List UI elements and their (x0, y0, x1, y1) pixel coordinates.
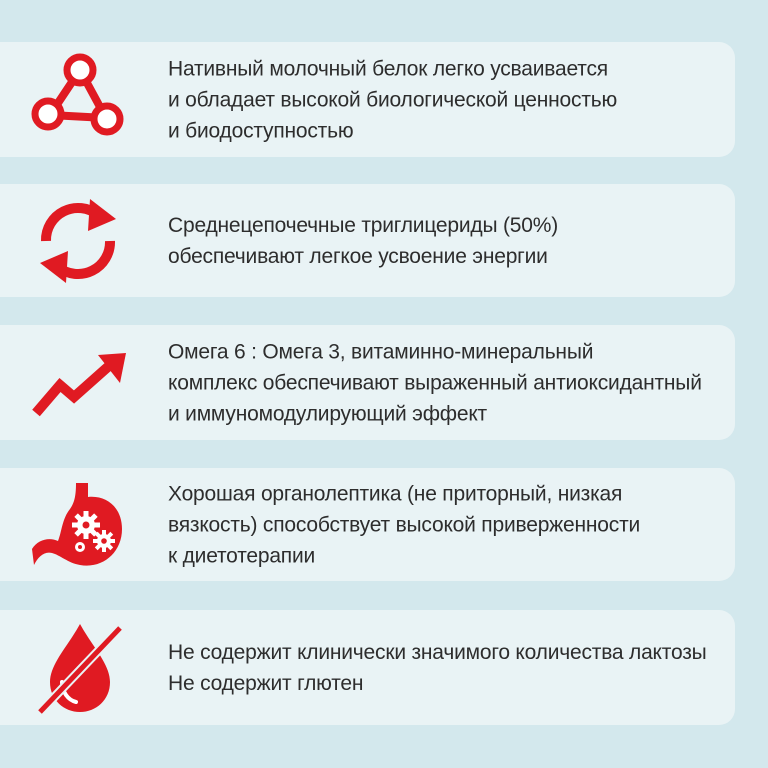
feature-card-organoleptic (0, 468, 735, 581)
feature-text-triglycerides (168, 210, 727, 272)
molecule-triangle-icon (28, 50, 128, 150)
feature-line: Нативный молочный белок легко усваивается (168, 57, 608, 80)
feature-line: комплекс обеспечивают выраженный антиоксидантный (168, 371, 702, 394)
feature-line: Не содержит глютен (168, 671, 364, 695)
feature-line: и обладает высокой биологической ценностью (168, 88, 618, 111)
feature-line: обеспечивают легкое усвоение энергии (168, 244, 548, 268)
feature-card-omega (0, 325, 735, 440)
feature-line: Среднецепочечные триглицериды (50%) (168, 213, 559, 237)
trend-up-arrow-icon (28, 333, 128, 433)
feature-line: Омега 6 : Омега 3, витаминно-минеральный (168, 340, 594, 363)
feature-line: Не содержит клинически значимого количества лактозы (168, 640, 707, 664)
feature-line: к диетотерапии (168, 544, 316, 567)
feature-text-omega (168, 336, 727, 429)
feature-card-protein (0, 42, 735, 157)
feature-card-triglycerides (0, 184, 735, 297)
feature-text-organoleptic (168, 478, 727, 571)
feature-line: и иммуномодулирующий эффект (168, 402, 487, 425)
feature-card-lactose-gluten (0, 610, 735, 725)
feature-line: Хорошая органолептика (не приторный, низкая (168, 482, 623, 505)
crossed-drop-icon (28, 618, 128, 718)
feature-text-protein (168, 53, 727, 146)
feature-line: и биодоступностью (168, 119, 354, 142)
stomach-gears-icon (28, 475, 128, 575)
feature-line: вязкость) способствует высокой приверженности (168, 513, 641, 536)
feature-text-lactose-gluten (168, 637, 727, 699)
refresh-arrows-icon (28, 191, 128, 291)
